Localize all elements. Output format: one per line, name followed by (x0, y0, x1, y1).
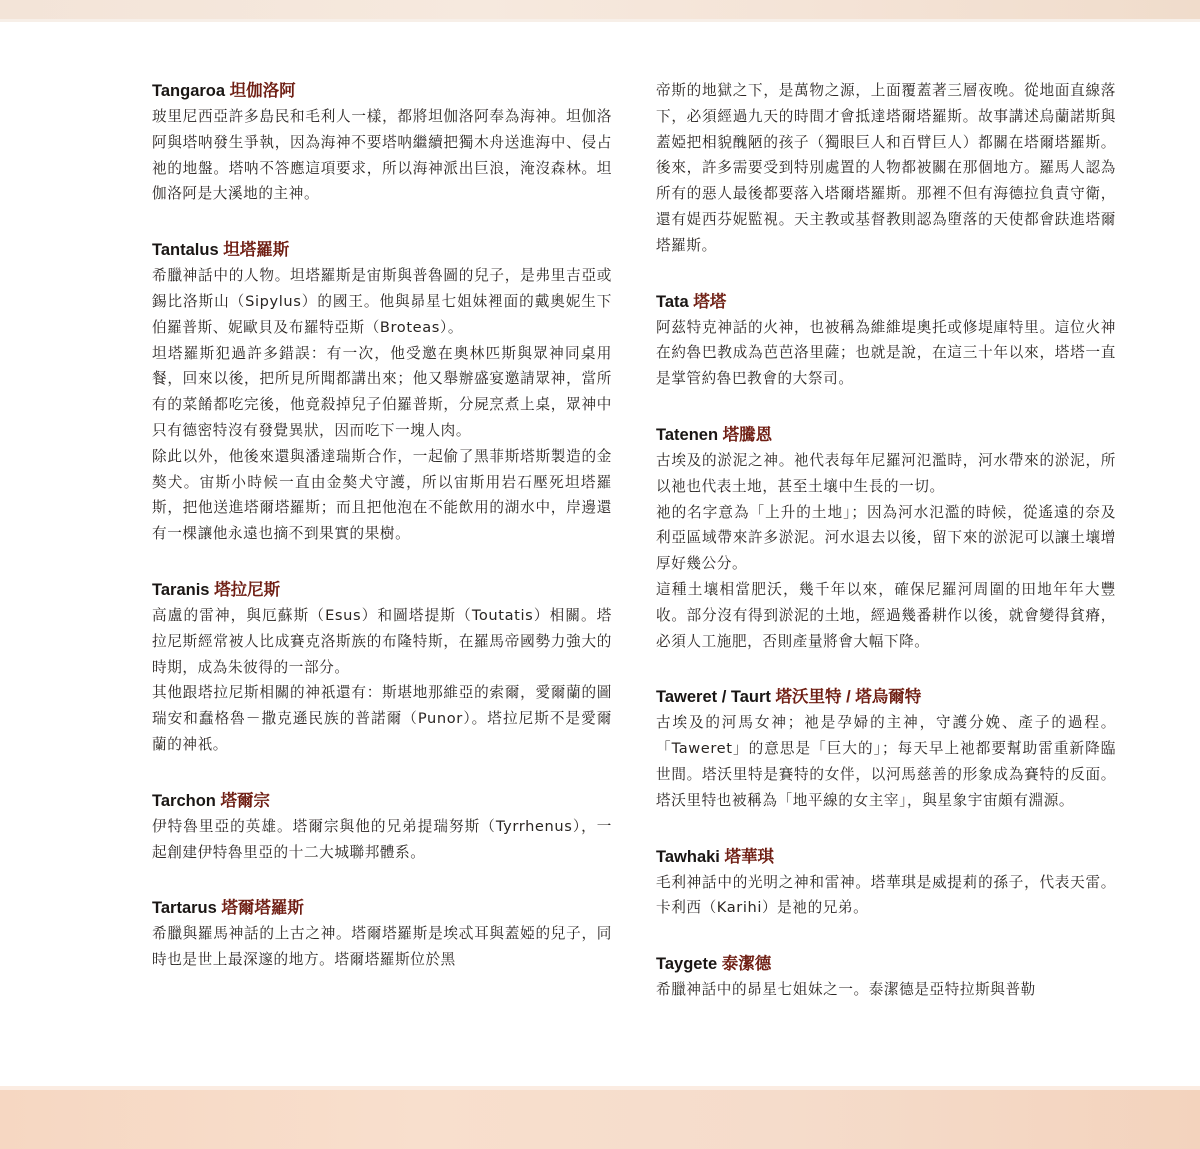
term-zh: 塔拉尼斯 (214, 580, 281, 599)
left-column (152, 78, 612, 1003)
term-zh: 坦伽洛阿 (229, 82, 296, 100)
term-zh: 塔騰恩 (722, 425, 773, 444)
term-en: Tangaroa (152, 82, 226, 100)
term-en: Tawhaki (656, 847, 720, 866)
entry-paragraph: 毛利神話中的光明之神和雷神。塔華琪是威提莉的孫子，代表天雷。卡利西（Karihi）是祂的兄弟。 (656, 873, 1116, 917)
term-zh: 塔塔 (693, 292, 727, 311)
term-zh: 坦塔羅斯 (223, 241, 290, 260)
entry-paragraph: 玻里尼西亞許多島民和毛利人一樣，都將坦伽洛阿奉為海神。坦伽洛阿與塔呐發生爭執，因為海神不要塔呐繼續把獨木舟送進海中、侵占祂的地盤。塔呐不答應這項要求，所以海神派出巨浪，淹沒森林。坦伽洛阿是大溪地的主神。 (152, 108, 612, 203)
entry-paragraph: 希臘與羅馬神話的上古之神。塔爾塔羅斯是埃忒耳與蓋婭的兒子，同時也是世上最深邃的地方。塔爾塔羅斯位於黑 (152, 925, 612, 969)
entry-paragraph: 希臘神話中的人物。坦塔羅斯是宙斯與普魯圖的兒子，是弗里吉亞或錫比洛斯山（Sipylus）的國王。他與昴星七姐妹裡面的戴奧妮生下伯羅普斯、妮歐貝及布羅特亞斯（Broteas）。 (152, 267, 612, 336)
entry-tartarus (152, 895, 612, 973)
term-zh: 塔爾宗 (220, 791, 270, 810)
entry-paragraph: 希臘神話中的昴星七姐妹之一。泰潔德是亞特拉斯與普勒 (656, 981, 1036, 999)
entry-title (152, 237, 612, 263)
entry-paragraph: 伊特魯里亞的英雄。塔爾宗與他的兄弟提瑞努斯（Tyrrhenus），一起創建伊特魯里亞的十二大城聯邦體系。 (152, 817, 612, 861)
entry-title (656, 422, 1116, 448)
entry-tata (656, 289, 1116, 392)
term-en: Tartarus (152, 899, 217, 918)
entry-title (656, 951, 1116, 977)
entry-title (656, 289, 1116, 315)
entry-taweret (656, 684, 1116, 813)
entry-paragraph: 除此以外，他後來還與潘達瑞斯合作，一起偷了黑菲斯塔斯製造的金獒犬。宙斯小時候一直由金獒犬守護，所以宙斯用岩石壓死坦塔羅斯，把他送進塔爾塔羅斯；而且把他泡在不能飲用的湖水中，岸邊還有一棵讓他永遠也摘不到果實的果樹。 (152, 447, 612, 543)
bottom-border-band (0, 1086, 1200, 1149)
term-en: Tatenen (656, 425, 719, 444)
top-border-band (0, 0, 1200, 22)
entry-tarchon (152, 788, 612, 866)
entry-paragraph: 古埃及的河馬女神；祂是孕婦的主神，守護分娩、產子的過程。「Taweret」的意思是「巨大的」；每天早上祂都要幫助雷重新降臨世間。塔沃里特是賽特的女伴，以河馬慈善的形象成為賽特的反面。塔沃里特也被稱為「地平線的女主宰」，與星象宇宙頗有淵源。 (656, 714, 1116, 809)
term-en: Taranis (152, 580, 210, 599)
term-zh: 泰潔德 (721, 955, 772, 974)
entry-title (656, 684, 1116, 710)
entry-taranis (152, 577, 612, 758)
term-en: Tarchon (152, 791, 216, 810)
entry-tangaroa (152, 78, 612, 207)
entry-tantalus (152, 237, 612, 547)
entry-paragraph: 祂的名字意為「上升的土地」；因為河水氾濫的時候，從遙遠的奈及利亞區域帶來許多淤泥。河水退去以後，留下來的淤泥可以讓土壤增厚好幾公分。 (656, 503, 1116, 573)
entry-paragraph: 高盧的雷神，與厄蘇斯（Esus）和圖塔提斯（Toutatis）相關。塔拉尼斯經常被人比成賽克洛斯族的布隆特斯，在羅馬帝國勢力強大的時期，成為朱彼得的一部分。 (152, 606, 612, 676)
entry-taygete (656, 951, 1116, 1003)
term-zh: 塔沃里特 / 塔烏爾特 (775, 688, 922, 707)
entry-title (656, 844, 1116, 870)
entry-title (152, 895, 612, 921)
entry-tawhaki (656, 844, 1116, 922)
term-en: Tantalus (152, 241, 219, 260)
entry-paragraph: 阿茲特克神話的火神，也被稱為維維堤奧托或修堤庫特里。這位火神在約魯巴教成為芭芭洛里薩；也就是說，在這三十年以來，塔塔一直是掌管約魯巴教會的大祭司。 (656, 318, 1116, 388)
term-zh: 塔華琪 (724, 847, 774, 866)
entry-tatenen (656, 422, 1116, 654)
term-zh: 塔爾塔羅斯 (221, 899, 304, 918)
entry-title (152, 788, 612, 814)
entry-title (152, 78, 612, 104)
term-en: Tata (656, 292, 689, 311)
continuation-paragraph: 帝斯的地獄之下，是萬物之源，上面覆蓋著三層夜晚。從地面直線落下，必須經過九天的時間才會抵達塔爾塔羅斯。故事講述烏蘭諾斯與蓋婭把相貌醜陋的孩子（獨眼巨人和百臂巨人）都關在塔爾塔羅斯。後來，許多需要受到特別處置的人物都被關在那個地方。羅馬人認為所有的惡人最後都要落入塔爾塔羅斯。那裡不但有海德拉負責守衛，還有媞西芬妮監視。天主教或基督教則認為墮落的天使都會趺進塔爾塔羅斯。 (656, 82, 1116, 254)
entry-paragraph: 這種土壤相當肥沃，幾千年以來，確保尼羅河周圍的田地年年大豐收。部分沒有得到淤泥的土地，經過幾番耕作以後，就會變得貧瘠，必須人工施肥，否則產量將會大幅下降。 (656, 580, 1116, 650)
term-en: Taygete (656, 955, 718, 974)
entry-paragraph: 其他跟塔拉尼斯相關的神祇還有：斯堪地那維亞的索爾，愛爾蘭的圖瑞安和蠢格魯－撒克遜民族的普諾爾（Punor）。塔拉尼斯不是愛爾蘭的神祇。 (152, 684, 612, 753)
entry-title (152, 577, 612, 603)
entry-paragraph: 古埃及的淤泥之神。祂代表每年尼羅河氾濫時，河水帶來的淤泥，所以祂也代表土地，甚至土壤中生長的一切。 (656, 451, 1116, 495)
entry-paragraph: 坦塔羅斯犯過許多錯誤：有一次，他受邀在奧林匹斯與眾神同桌用餐，回來以後，把所見所聞都講出來；他又舉辦盛宴邀請眾神，當所有的菜餚都吃完後，他竟殺掉兒子伯羅普斯，分屍烹煮上桌，眾神中只有德密特沒有發覺異狀，因而吃下一塊人肉。 (152, 344, 612, 439)
term-en: Taweret / Taurt (656, 688, 771, 707)
right-column (656, 78, 1116, 1033)
